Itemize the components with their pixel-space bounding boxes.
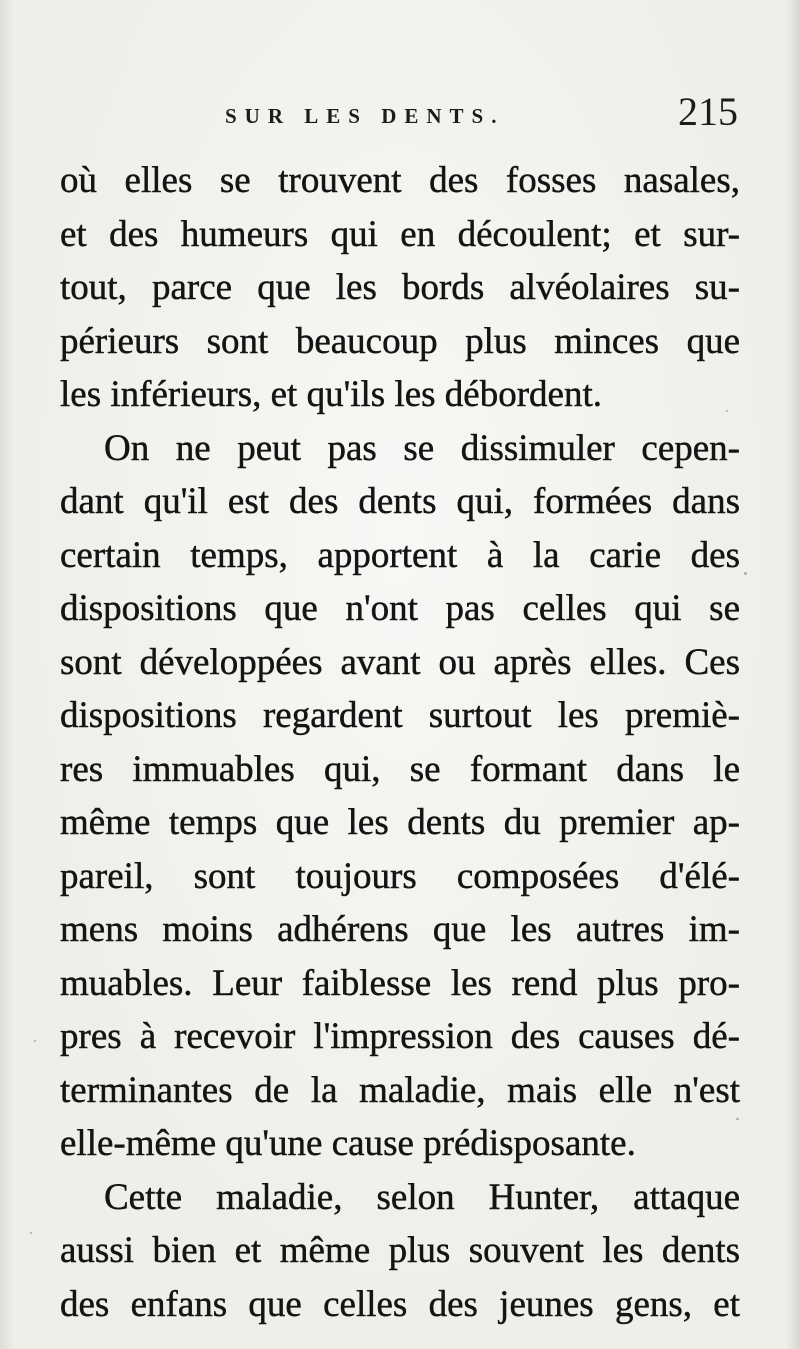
running-header: SUR LES DENTS. xyxy=(225,104,505,128)
text-line: pres à recevoir l'impression des causes dé- xyxy=(60,1016,740,1057)
body-text xyxy=(60,154,740,1331)
text-line: dant qu'il est des dents qui, formées dans xyxy=(60,481,740,522)
paper-speck xyxy=(34,1040,36,1042)
text-line: sont développées avant ou après elles. Ces xyxy=(60,641,740,683)
text-line: pareil, sont toujours composées d'élé- xyxy=(60,855,740,897)
page-number: 215 xyxy=(678,89,738,134)
paragraph-start-line: On ne peut pas se dissimuler cepen- xyxy=(104,427,740,469)
text-line: mens moins adhérens que les autres im- xyxy=(60,909,740,950)
text-line: muables. Leur faiblesse les rend plus pro- xyxy=(60,962,740,1004)
text-line: res immuables qui, se formant dans le xyxy=(60,748,740,790)
paper-speck xyxy=(726,410,728,412)
page-edge-shadow-right xyxy=(786,0,800,1349)
text-line: même temps que les dents du premier ap- xyxy=(60,802,740,843)
paragraph-end-line: les inférieurs, et qu'ils les débordent. xyxy=(60,374,602,415)
text-line: certain temps, apportent à la carie des xyxy=(60,534,740,576)
text-line: dispositions que n'ont pas celles qui se xyxy=(60,588,740,629)
paragraph-end-line: elle-même qu'une cause prédisposante. xyxy=(60,1123,636,1164)
text-line: où elles se trouvent des fosses nasales, xyxy=(60,160,740,201)
page-edge-shadow-left xyxy=(0,0,14,1349)
text-line: dispositions regardent surtout les premiè- xyxy=(60,695,740,736)
text-line: périeurs sont beaucoup plus minces que xyxy=(60,320,740,362)
text-line: tout, parce que les bords alvéolaires su- xyxy=(60,267,740,308)
paper-speck xyxy=(744,572,747,575)
text-line: des enfans que celles des jeunes gens, et xyxy=(60,1283,740,1325)
paper-speck xyxy=(736,1118,739,1120)
paper-speck xyxy=(30,1232,32,1234)
text-line: et des humeurs qui en découlent; et sur- xyxy=(60,213,740,255)
text-line: terminantes de la maladie, mais elle n'est xyxy=(60,1069,740,1111)
paragraph-start-line: Cette maladie, selon Hunter, attaque xyxy=(104,1176,740,1218)
text-line: aussi bien et même plus souvent les dents xyxy=(60,1230,740,1271)
